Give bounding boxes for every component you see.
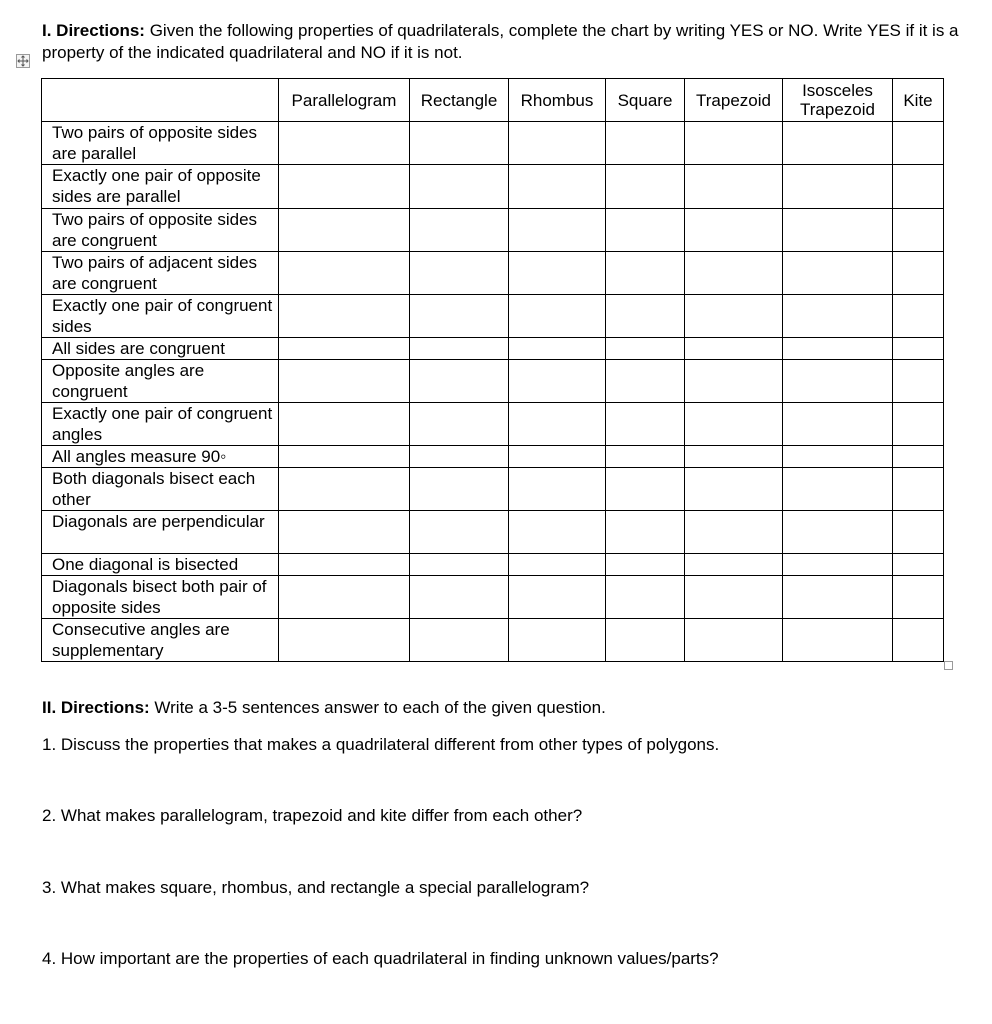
answer-cell[interactable]	[279, 511, 410, 554]
answer-cell[interactable]	[783, 554, 893, 576]
answer-cell[interactable]	[685, 209, 783, 252]
answer-cell[interactable]	[783, 403, 893, 446]
header-row	[42, 79, 944, 122]
answer-cell[interactable]	[606, 209, 685, 252]
answer-cell[interactable]	[509, 511, 606, 554]
answer-cell[interactable]	[279, 360, 410, 403]
answer-cell[interactable]	[279, 295, 410, 338]
row-label: Both diagonals bisect each other	[42, 468, 279, 511]
answer-cell[interactable]	[509, 619, 606, 662]
answer-cell[interactable]	[606, 554, 685, 576]
answer-cell[interactable]	[606, 468, 685, 511]
table-row	[42, 338, 944, 360]
table-row	[42, 360, 944, 403]
table-row	[42, 122, 944, 165]
table-row	[42, 295, 944, 338]
answer-cell[interactable]	[606, 252, 685, 295]
part1-heading: I. Directions:	[42, 21, 145, 40]
column-header: Trapezoid	[685, 79, 783, 122]
table-row	[42, 403, 944, 446]
column-header: Rectangle	[410, 79, 509, 122]
answer-cell[interactable]	[685, 252, 783, 295]
answer-cell[interactable]	[685, 122, 783, 165]
answer-cell[interactable]	[606, 360, 685, 403]
answer-cell[interactable]	[783, 360, 893, 403]
answer-cell[interactable]	[685, 511, 783, 554]
move-cross-icon[interactable]	[16, 54, 30, 68]
answer-cell[interactable]	[509, 446, 606, 468]
part2-heading: II. Directions:	[42, 698, 150, 717]
answer-cell[interactable]	[410, 252, 509, 295]
answer-cell[interactable]	[509, 576, 606, 619]
answer-cell[interactable]	[893, 576, 944, 619]
answer-cell[interactable]	[783, 252, 893, 295]
row-label: Two pairs of opposite sides are parallel	[42, 122, 279, 165]
answer-cell[interactable]	[893, 554, 944, 576]
answer-cell[interactable]	[893, 403, 944, 446]
answer-cell[interactable]	[606, 403, 685, 446]
row-label: Two pairs of adjacent sides are congruent	[42, 252, 279, 295]
answer-cell[interactable]	[783, 338, 893, 360]
answer-cell[interactable]	[783, 209, 893, 252]
table-row	[42, 209, 944, 252]
answer-cell[interactable]	[509, 122, 606, 165]
answer-cell[interactable]	[410, 295, 509, 338]
answer-cell[interactable]	[685, 576, 783, 619]
answer-cell[interactable]	[410, 619, 509, 662]
answer-cell[interactable]	[685, 446, 783, 468]
answer-cell[interactable]	[509, 295, 606, 338]
answer-cell[interactable]	[606, 576, 685, 619]
answer-cell[interactable]	[893, 619, 944, 662]
row-label: Two pairs of opposite sides are congruent	[42, 209, 279, 252]
answer-cell[interactable]	[606, 338, 685, 360]
column-header: Isosceles Trapezoid	[783, 79, 893, 122]
answer-cell[interactable]	[410, 554, 509, 576]
answer-cell[interactable]	[410, 403, 509, 446]
answer-cell[interactable]	[509, 338, 606, 360]
answer-cell[interactable]	[410, 209, 509, 252]
column-header: Parallelogram	[279, 79, 410, 122]
question-3: 3. What makes square, rhombus, and rectangle a special parallelogram?	[42, 878, 590, 897]
row-label: One diagonal is bisected	[42, 554, 279, 576]
answer-cell[interactable]	[279, 165, 410, 209]
part1-text: Given the following properties of quadrilaterals, complete the chart by writing YES or NO. Write YES if it is a property of the indicated quadrilateral and NO if it is not.	[42, 21, 959, 62]
column-header: Square	[606, 79, 685, 122]
answer-cell[interactable]	[279, 554, 410, 576]
answer-cell[interactable]	[893, 511, 944, 554]
answer-cell[interactable]	[279, 122, 410, 165]
row-label: Exactly one pair of congruent angles	[42, 403, 279, 446]
answer-cell[interactable]	[893, 252, 944, 295]
table-row	[42, 576, 944, 619]
answer-cell[interactable]	[893, 295, 944, 338]
part2-directions	[42, 697, 606, 719]
column-header: Kite	[893, 79, 944, 122]
answer-cell[interactable]	[606, 511, 685, 554]
answer-cell[interactable]	[685, 295, 783, 338]
corner-cell	[42, 79, 279, 122]
table-row	[42, 511, 944, 554]
answer-cell[interactable]	[410, 122, 509, 165]
answer-cell[interactable]	[783, 619, 893, 662]
answer-cell[interactable]	[279, 576, 410, 619]
answer-cell[interactable]	[279, 209, 410, 252]
answer-cell[interactable]	[606, 619, 685, 662]
answer-cell[interactable]	[410, 511, 509, 554]
answer-cell[interactable]	[685, 468, 783, 511]
answer-cell[interactable]	[685, 619, 783, 662]
answer-cell[interactable]	[279, 446, 410, 468]
part1-directions	[42, 20, 962, 64]
answer-cell[interactable]	[783, 511, 893, 554]
part2-text: Write a 3-5 sentences answer to each of the given question.	[149, 698, 606, 717]
answer-cell[interactable]	[279, 468, 410, 511]
question-2: 2. What makes parallelogram, trapezoid and kite differ from each other?	[42, 806, 583, 825]
question-1: 1. Discuss the properties that makes a quadrilateral different from other types of polygons.	[42, 735, 720, 754]
answer-cell[interactable]	[509, 403, 606, 446]
row-label: Diagonals are perpendicular	[42, 511, 279, 554]
table-row	[42, 619, 944, 662]
table-row	[42, 554, 944, 576]
row-label: Opposite angles are congruent	[42, 360, 279, 403]
answer-cell[interactable]	[783, 576, 893, 619]
question-4: 4. How important are the properties of each quadrilateral in finding unknown values/parts?	[42, 949, 719, 968]
answer-cell[interactable]	[279, 338, 410, 360]
answer-cell[interactable]	[893, 446, 944, 468]
table-row	[42, 446, 944, 468]
answer-cell[interactable]	[410, 468, 509, 511]
answer-cell[interactable]	[509, 554, 606, 576]
answer-cell[interactable]	[893, 338, 944, 360]
column-header: Rhombus	[509, 79, 606, 122]
answer-cell[interactable]	[410, 360, 509, 403]
answer-cell[interactable]	[509, 165, 606, 209]
answer-cell[interactable]	[783, 295, 893, 338]
row-label: All angles measure 90◦	[42, 446, 279, 468]
answer-cell[interactable]	[893, 360, 944, 403]
answer-cell[interactable]	[783, 122, 893, 165]
answer-cell[interactable]	[783, 446, 893, 468]
answer-cell[interactable]	[410, 165, 509, 209]
answer-cell[interactable]	[606, 446, 685, 468]
answer-cell[interactable]	[893, 165, 944, 209]
answer-cell[interactable]	[685, 165, 783, 209]
row-label: Consecutive angles are supplementary	[42, 619, 279, 662]
answer-cell[interactable]	[279, 619, 410, 662]
answer-cell[interactable]	[410, 576, 509, 619]
answer-cell[interactable]	[410, 446, 509, 468]
answer-cell[interactable]	[509, 209, 606, 252]
answer-cell[interactable]	[685, 403, 783, 446]
row-label: Diagonals bisect both pair of opposite sides	[42, 576, 279, 619]
answer-cell[interactable]	[685, 554, 783, 576]
answer-cell[interactable]	[893, 122, 944, 165]
row-label: Exactly one pair of opposite sides are parallel	[42, 165, 279, 209]
answer-cell[interactable]	[509, 252, 606, 295]
answer-cell[interactable]	[685, 338, 783, 360]
answer-cell[interactable]	[893, 209, 944, 252]
row-label: Exactly one pair of congruent sides	[42, 295, 279, 338]
answer-cell[interactable]	[509, 360, 606, 403]
answer-cell[interactable]	[410, 338, 509, 360]
properties-table	[41, 78, 944, 662]
answer-cell[interactable]	[606, 122, 685, 165]
answer-cell[interactable]	[279, 252, 410, 295]
answer-cell[interactable]	[783, 468, 893, 511]
answer-cell[interactable]	[509, 468, 606, 511]
answer-cell[interactable]	[606, 295, 685, 338]
row-label: All sides are congruent	[42, 338, 279, 360]
table-row	[42, 165, 944, 209]
table-row	[42, 252, 944, 295]
answer-cell[interactable]	[893, 468, 944, 511]
answer-cell[interactable]	[279, 403, 410, 446]
table-row	[42, 468, 944, 511]
answer-cell[interactable]	[685, 360, 783, 403]
answer-cell[interactable]	[783, 165, 893, 209]
resize-square-icon[interactable]	[944, 661, 953, 670]
answer-cell[interactable]	[606, 165, 685, 209]
